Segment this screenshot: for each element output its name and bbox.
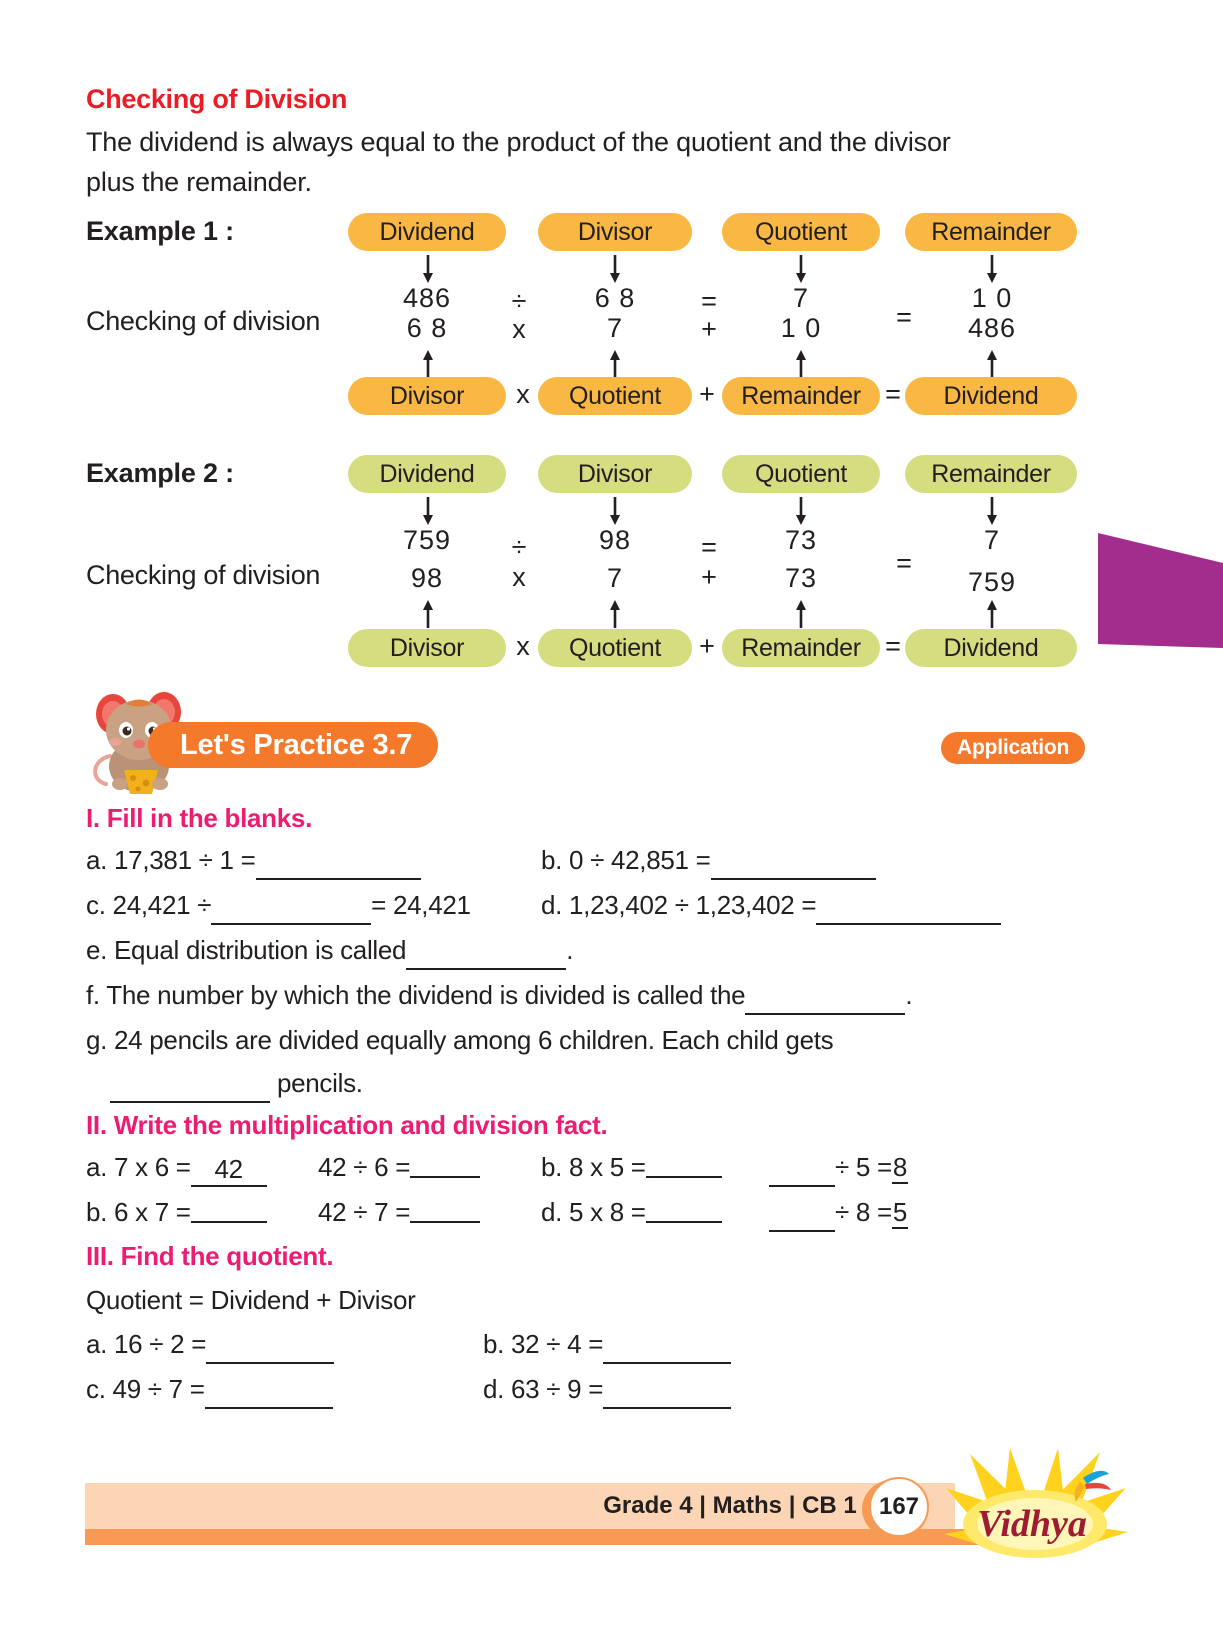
value-dividend-2: 759 (402, 525, 452, 555)
value-remainder-lower-1: 1 0 (780, 313, 822, 343)
question-1g-suffix: pencils. (276, 1068, 363, 1098)
answer-2b-mid[interactable] (410, 1221, 480, 1223)
question-1e (86, 935, 573, 970)
question-2d-label: d. 5 x 8 = (541, 1197, 646, 1227)
answer-2b-left[interactable] (191, 1221, 267, 1223)
value-dividend-lower-1: 486 (967, 313, 1017, 343)
question-3b (483, 1329, 731, 1364)
answer-blank-1g[interactable] (110, 1070, 270, 1103)
question-1b-label: b. 0 ÷ 42,851 = (541, 845, 711, 875)
value-quotient-1: 7 (792, 283, 810, 313)
pill-remainder-top-1: Remainder (905, 213, 1077, 251)
question-1c (86, 890, 471, 925)
question-2-row-a-tail (769, 1152, 908, 1187)
arrow-up-icon (794, 350, 808, 378)
pill-divisor-top-1: Divisor (538, 213, 692, 251)
answer-2a-tail-value: 8 (892, 1152, 908, 1182)
operator-bottom-plus-2: + (699, 631, 715, 661)
answer-2b-right[interactable] (646, 1221, 722, 1223)
operator-bottom-plus-1: + (699, 379, 715, 409)
exercise-3-heading: III. Find the quotient. (86, 1241, 334, 1271)
operator-bottom-multiply-2: x (516, 631, 530, 661)
operator-final-equals-2: = (896, 548, 912, 578)
pill-divisor-bottom-1: Divisor (348, 377, 506, 415)
pill-remainder-top-2: Remainder (905, 455, 1077, 493)
question-1a (86, 845, 421, 880)
answer-blank-3d[interactable] (603, 1376, 731, 1409)
example-1-label: Example 1 : (86, 216, 234, 246)
answer-2a-mid[interactable] (410, 1176, 480, 1178)
question-1e-suffix: . (566, 935, 574, 965)
answer-blank-3a[interactable] (206, 1331, 334, 1364)
footer-text: Grade 4 | Maths | CB 1 (603, 1492, 857, 1519)
application-badge: Application (941, 732, 1085, 764)
pill-remainder-bottom-1: Remainder (722, 377, 880, 415)
example-2-row-label: Checking of division (86, 560, 321, 590)
arrow-down-icon (985, 497, 999, 525)
page-title: Checking of Division (86, 84, 348, 114)
question-1d (541, 890, 1001, 925)
answer-blank-1b[interactable] (711, 847, 876, 880)
value-quotient-2: 73 (784, 525, 818, 555)
pill-remainder-bottom-2: Remainder (722, 629, 880, 667)
arrow-up-icon (608, 350, 622, 378)
question-3a (86, 1329, 334, 1364)
question-2a-mid-label: 42 ÷ 6 = (318, 1152, 411, 1182)
exercise-2-heading: II. Write the multiplication and division fact. (86, 1110, 608, 1140)
question-2-row-b-mid (318, 1197, 480, 1228)
value-quotient-lower-2: 7 (606, 563, 624, 593)
pill-quotient-top-1: Quotient (722, 213, 880, 251)
question-1b (541, 845, 876, 880)
question-1g-line1: g. 24 pencils are divided equally among 6 children. Each child gets (86, 1025, 834, 1055)
arrow-down-icon (608, 497, 622, 525)
value-dividend-1: 486 (402, 283, 452, 313)
operator-bottom-equals-2: = (885, 631, 901, 661)
publisher-logo (940, 1440, 1130, 1590)
arrow-down-icon (608, 255, 622, 283)
question-2a-label: a. 7 x 6 = (86, 1152, 191, 1182)
arrow-down-icon (985, 255, 999, 283)
arrow-up-icon (608, 600, 622, 628)
question-3a-label: a. 16 ÷ 2 = (86, 1329, 207, 1359)
answer-2a-tail-blank[interactable] (769, 1154, 835, 1187)
question-3d-label: d. 63 ÷ 9 = (483, 1374, 604, 1404)
arrow-up-icon (421, 600, 435, 628)
question-1c-label: c. 24,421 ÷ (86, 890, 212, 920)
pill-quotient-bottom-2: Quotient (538, 629, 692, 667)
pill-divisor-top-2: Divisor (538, 455, 692, 493)
answer-blank-1d[interactable] (816, 892, 1001, 925)
operator-plus-1: + (701, 314, 717, 344)
answer-2a-left[interactable]: 42 (191, 1154, 267, 1187)
answer-blank-1c[interactable] (211, 892, 371, 925)
example-1-row-label: Checking of division (86, 306, 321, 336)
operator-bottom-multiply-1: x (516, 379, 530, 409)
answer-blank-1e[interactable] (406, 937, 566, 970)
question-1d-label: d. 1,23,402 ÷ 1,23,402 = (541, 890, 817, 920)
value-remainder-1: 1 0 (971, 283, 1013, 313)
page-number-group (862, 1473, 938, 1545)
question-2b-mid-label: 42 ÷ 7 = (318, 1197, 411, 1227)
operator-divide-2: ÷ (511, 532, 527, 562)
footer-bar-shadow (85, 1529, 980, 1545)
question-2c-label: b. 6 x 7 = (86, 1197, 191, 1227)
question-1f-suffix: . (905, 980, 913, 1010)
pill-quotient-bottom-1: Quotient (538, 377, 692, 415)
arrow-down-icon (421, 497, 435, 525)
pill-dividend-bottom-1: Dividend (905, 377, 1077, 415)
question-1f-label: f. The number by which the dividend is divided is called the (86, 980, 746, 1010)
answer-2b-tail-blank[interactable] (769, 1199, 835, 1232)
value-remainder-2: 7 (983, 525, 1001, 555)
value-dividend-lower-2: 759 (967, 567, 1017, 597)
operator-plus-2: + (701, 562, 717, 592)
pill-divisor-bottom-2: Divisor (348, 629, 506, 667)
arrow-up-icon (421, 350, 435, 378)
question-1a-label: a. 17,381 ÷ 1 = (86, 845, 256, 875)
arrow-down-icon (421, 255, 435, 283)
question-2-row-b-tail (769, 1197, 908, 1232)
answer-blank-1a[interactable] (256, 847, 421, 880)
pill-quotient-top-2: Quotient (722, 455, 880, 493)
practice-banner: Let's Practice 3.7 (148, 722, 438, 768)
question-3d (483, 1374, 731, 1409)
question-2b-label: b. 8 x 5 = (541, 1152, 646, 1182)
svg-text:Vidhya: Vidhya (977, 1503, 1087, 1545)
pill-dividend-bottom-2: Dividend (905, 629, 1077, 667)
question-2-row-a-right (541, 1152, 722, 1183)
operator-bottom-equals-1: = (885, 379, 901, 409)
pill-dividend-top-1: Dividend (348, 213, 506, 251)
arrow-up-icon (985, 350, 999, 378)
question-2a-tail-op: ÷ 5 = (835, 1152, 892, 1182)
value-divisor-1: 6 8 (594, 283, 636, 313)
purple-side-tab (1098, 533, 1223, 648)
question-1g-line2 (110, 1068, 363, 1103)
intro-line-2: plus the remainder. (86, 167, 312, 197)
operator-multiply-2: x (512, 562, 526, 592)
value-divisor-lower-1: 6 8 (406, 313, 448, 343)
question-3b-label: b. 32 ÷ 4 = (483, 1329, 604, 1359)
question-3c (86, 1374, 333, 1409)
operator-divide-1: ÷ (511, 286, 527, 316)
intro-line-1: The dividend is always equal to the product of the quotient and the divisor (86, 127, 951, 157)
question-2-row-b-left (86, 1197, 267, 1228)
exercise-3-formula: Quotient = Dividend + Divisor (86, 1285, 416, 1315)
arrow-down-icon (794, 497, 808, 525)
operator-multiply-1: x (512, 314, 526, 344)
answer-2b-tail-value: 5 (892, 1197, 908, 1227)
operator-equals-2: = (701, 532, 717, 562)
value-quotient-lower-1: 7 (606, 313, 624, 343)
arrow-down-icon (794, 255, 808, 283)
operator-final-equals-1: = (896, 302, 912, 332)
question-2-row-a-mid (318, 1152, 480, 1183)
arrow-up-icon (985, 600, 999, 628)
value-divisor-lower-2: 98 (410, 563, 444, 593)
answer-blank-3b[interactable] (603, 1331, 731, 1364)
question-2b-tail-op: ÷ 8 = (835, 1197, 892, 1227)
operator-equals-1: = (701, 286, 717, 316)
example-2-label: Example 2 : (86, 458, 234, 488)
question-1c-suffix: = 24,421 (371, 890, 471, 920)
question-1f (86, 980, 912, 1015)
question-2-row-b-right (541, 1197, 722, 1228)
answer-blank-1f[interactable] (745, 982, 905, 1015)
arrow-up-icon (794, 600, 808, 628)
question-1e-label: e. Equal distribution is called (86, 935, 407, 965)
answer-blank-3c[interactable] (205, 1376, 333, 1409)
page-number: 167 (869, 1477, 929, 1537)
answer-2a-right[interactable] (646, 1176, 722, 1178)
question-3c-label: c. 49 ÷ 7 = (86, 1374, 205, 1404)
value-remainder-lower-2: 73 (784, 563, 818, 593)
pill-dividend-top-2: Dividend (348, 455, 506, 493)
question-2-row-a-left (86, 1152, 267, 1187)
value-divisor-2: 98 (598, 525, 632, 555)
exercise-1-heading: I. Fill in the blanks. (86, 803, 312, 833)
